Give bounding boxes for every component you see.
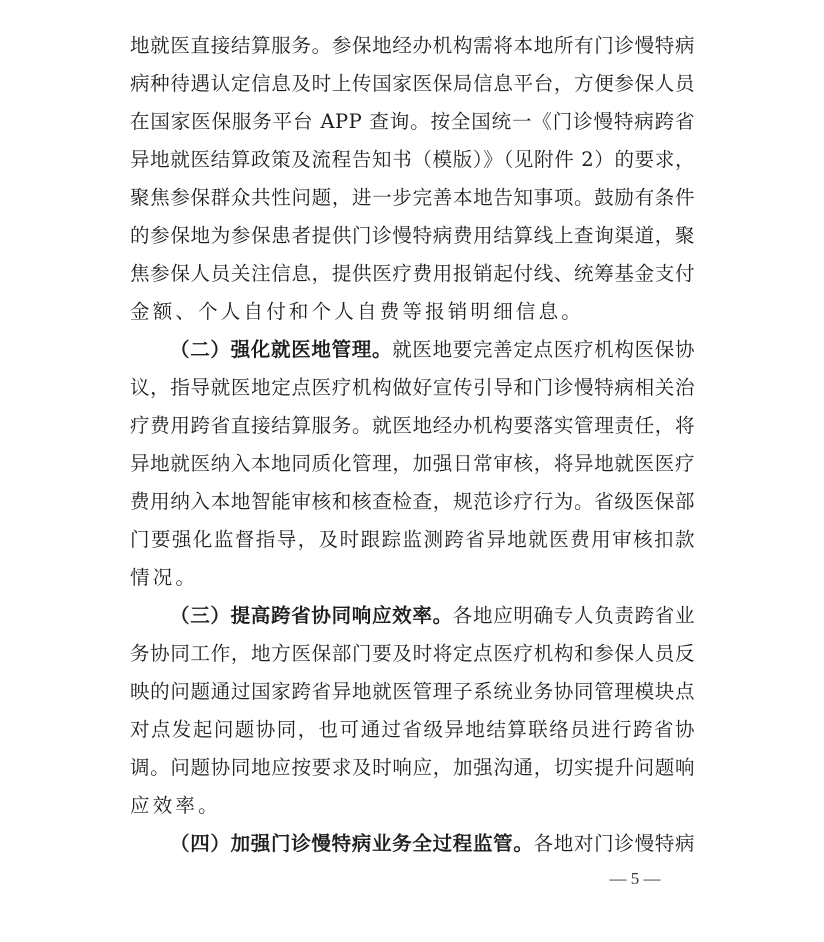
text-line: 务协同工作，地方医保部门要及时将定点医疗机构和参保人员反: [130, 642, 695, 665]
text-line: 异地就医纳入本地同质化管理，加强日常审核，将异地就医医疗: [130, 452, 695, 475]
text-line: 金额、个人自付和个人自费等报销明细信息。: [130, 300, 585, 323]
text-line: 疗费用跨省直接结算服务。就医地经办机构要落实管理责任，将: [130, 414, 695, 437]
section-heading: （四）加强门诊慢特病业务全过程监管。: [170, 832, 534, 855]
text-line: 应效率。: [130, 794, 221, 817]
text-line: 议，指导就医地定点医疗机构做好宣传引导和门诊慢特病相关治: [130, 376, 695, 399]
text-run: 就医地要完善定点医疗机构医保协: [392, 338, 695, 361]
text-line: 映的问题通过国家跨省异地就医管理子系统业务协同管理模块点: [130, 680, 695, 703]
text-line: 异地就医结算政策及流程告知书（模版）》（见附件 2）的要求，: [130, 148, 695, 171]
text-line: 聚焦参保群众共性问题，进一步完善本地告知事项。鼓励有条件: [130, 186, 695, 209]
text-line: 地就医直接结算服务。参保地经办机构需将本地所有门诊慢特病: [130, 34, 695, 57]
text-line: 的参保地为参保患者提供门诊慢特病费用结算线上查询渠道，聚: [130, 224, 695, 247]
text-line: 在国家医保服务平台 APP 查询。按全国统一《门诊慢特病跨省: [130, 110, 695, 133]
text-line: 对点发起问题协同，也可通过省级异地结算联络员进行跨省协: [130, 718, 695, 741]
text-line: 病种待遇认定信息及时上传国家医保局信息平台，方便参保人员: [130, 72, 695, 95]
section-heading: （二）强化就医地管理。: [170, 338, 393, 361]
text-line: 调。问题协同地应按要求及时响应，加强沟通，切实提升问题响: [130, 756, 695, 779]
text-line: 情况。: [130, 566, 199, 589]
paragraph-first-line: [170, 825, 695, 863]
text-line: 费用纳入本地智能审核和核查检查，规范诊疗行为。省级医保部: [130, 490, 695, 513]
text-line: 门要强化监督指导，及时跟踪监测跨省异地就医费用审核扣款: [130, 528, 695, 551]
section-heading: （三）提高跨省协同响应效率。: [170, 604, 453, 627]
paragraph-first-line: [170, 597, 695, 635]
paragraph-first-line: [170, 331, 695, 369]
text-line: 焦参保人员关注信息，提供医疗费用报销起付线、统筹基金支付: [130, 262, 695, 285]
text-run: 各地对门诊慢特病: [533, 832, 695, 855]
text-run: 各地应明确专人负责跨省业: [452, 604, 695, 627]
page-number: — 5 —: [609, 869, 661, 888]
